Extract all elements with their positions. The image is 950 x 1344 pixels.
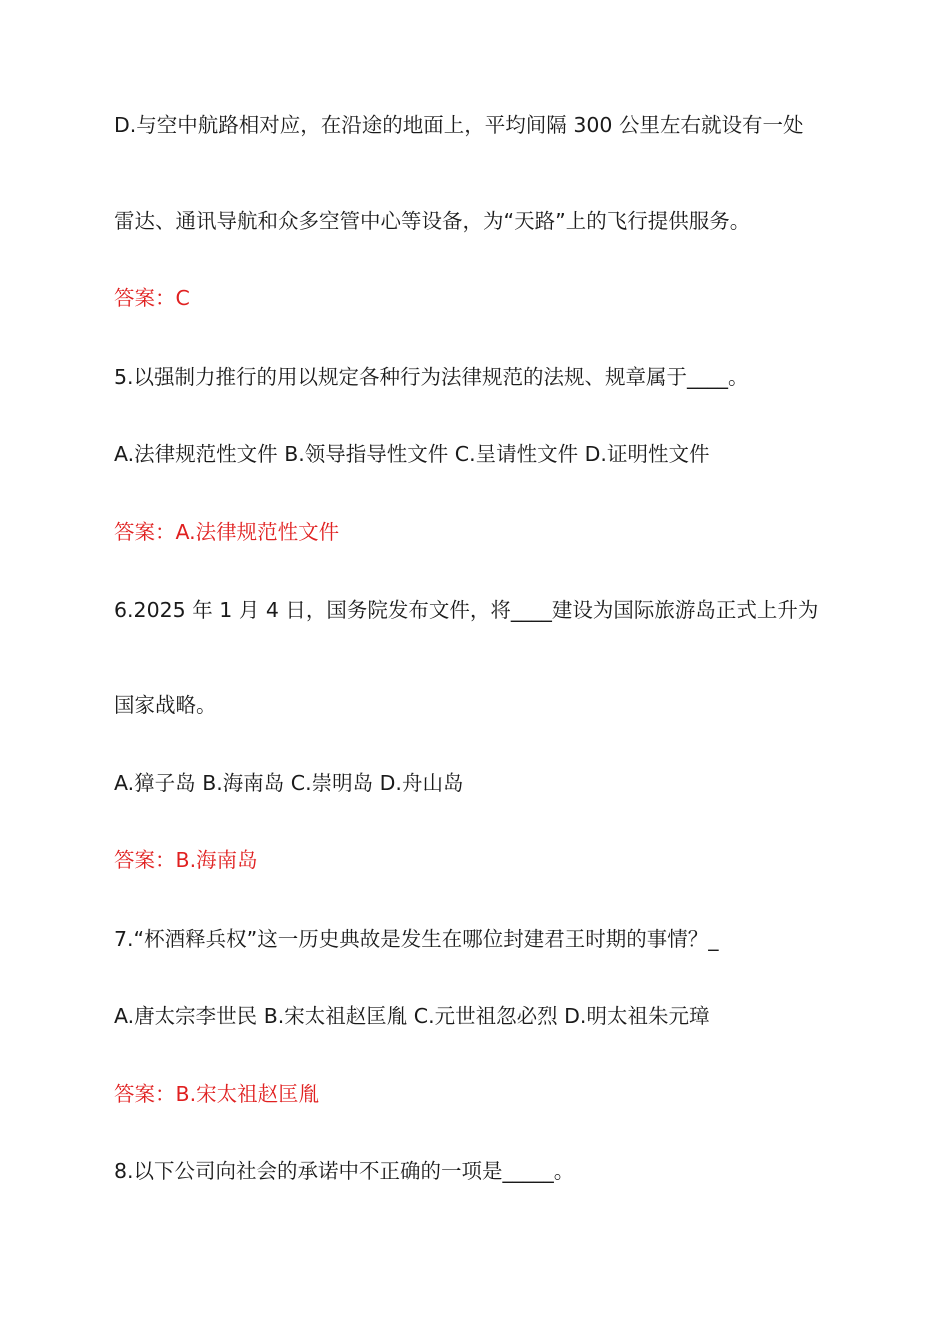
question-5-options: A.法律规范性文件 B.领导指导性文件 C.呈请性文件 D.证明性文件	[114, 442, 710, 466]
question-8: 8.以下公司向社会的承诺中不正确的一项是_____。	[114, 1159, 575, 1183]
question-6-line-1: 6.2025 年 1 月 4 日，国务院发布文件，将____建设为国际旅游岛正式上升为	[114, 598, 819, 622]
answer-6: 答案：B.海南岛	[114, 848, 258, 872]
answer-7: 答案：B.宋太祖赵匡胤	[114, 1082, 320, 1106]
question-6-options: A.獐子岛 B.海南岛 C.崇明岛 D.舟山岛	[114, 771, 464, 795]
answer-4: 答案：C	[114, 286, 190, 310]
option-d-line-2: 雷达、通讯导航和众多空管中心等设备，为“天路”上的飞行提供服务。	[114, 209, 751, 233]
answer-5: 答案：A.法律规范性文件	[114, 520, 340, 544]
question-5: 5.以强制力推行的用以规定各种行为法律规范的法规、规章属于____。	[114, 365, 749, 389]
question-6-line-2: 国家战略。	[114, 693, 217, 717]
question-7-options: A.唐太宗李世民 B.宋太祖赵匡胤 C.元世祖忽必烈 D.明太祖朱元璋	[114, 1004, 710, 1028]
question-7: 7.“杯酒释兵权”这一历史典故是发生在哪位封建君王时期的事情？_	[114, 927, 719, 951]
option-d-line-1: D.与空中航路相对应，在沿途的地面上，平均间隔 300 公里左右就设有一处	[114, 113, 804, 137]
